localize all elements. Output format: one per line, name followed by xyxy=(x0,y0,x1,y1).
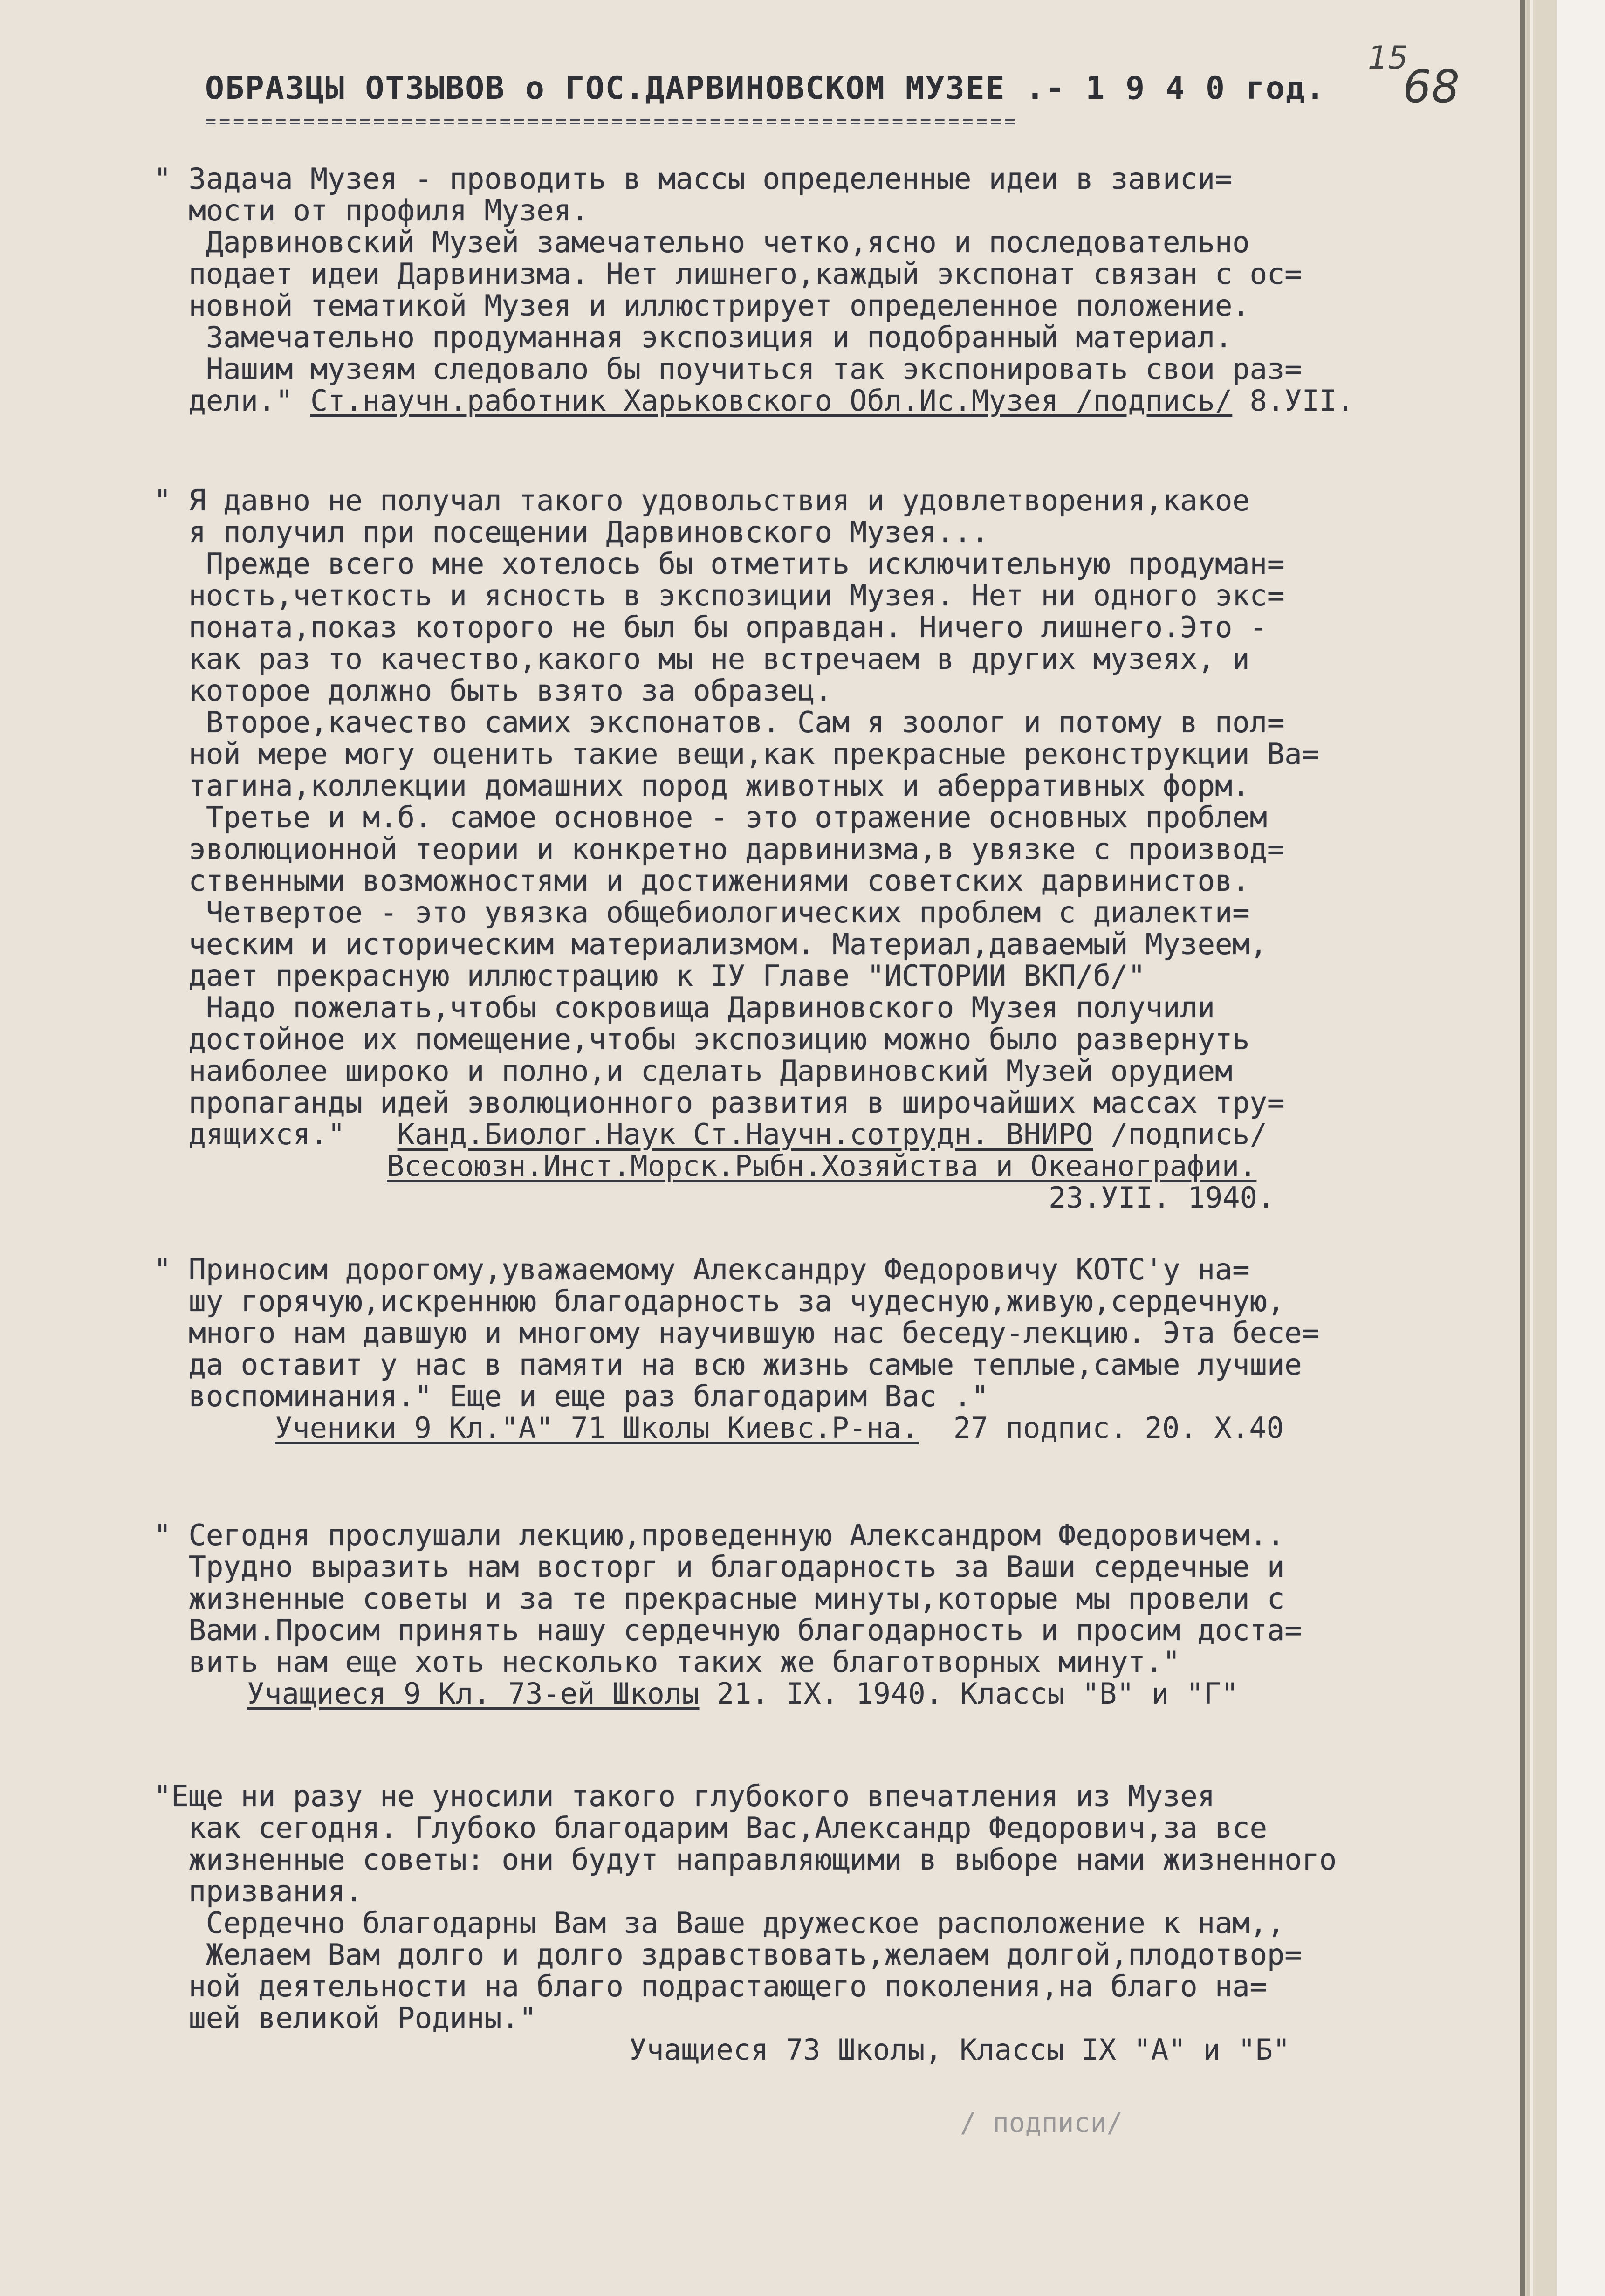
review-2 xyxy=(154,485,1529,1214)
review-line: " Приносим дорогому,уважаемому Александру Федоровичу КОТС'у на= xyxy=(154,1252,1250,1286)
signature-date: 27 подпис. 20. X.40 xyxy=(919,1411,1284,1445)
review-line: воспоминания." Еще и еще раз благодарим Вас ." xyxy=(154,1379,989,1413)
review-line: Дарвиновский Музей замечательно четко,ясно и последовательно xyxy=(154,225,1250,259)
title-rule: ========================================================== xyxy=(205,111,1018,132)
signature-author: Канд.Биолог.Наук Ст.Научн.сотрудн. ВНИРО xyxy=(397,1117,1093,1151)
signature-institution xyxy=(154,1150,1529,1182)
review-line: пропаганды идей эволюционного развития в широчайших массах тру= xyxy=(154,1086,1285,1120)
folio-number-large: 68 xyxy=(1403,61,1460,113)
review-line: Второе,качество самих экспонатов. Сам я зоолог и потому в пол= xyxy=(154,705,1285,739)
review-line: ной мере могу оценить такие вещи,как прекрасные реконструкции Ва= xyxy=(154,737,1319,771)
review-line: жизненные советы и за те прекрасные минуты,которые мы провели с xyxy=(154,1581,1285,1615)
review-line: наиболее широко и полно,и сделать Дарвиновский Музей орудием xyxy=(154,1054,1233,1088)
review-line: ственными возможностями и достижениями советских дарвинистов. xyxy=(154,864,1250,898)
review-line: Желаем Вам долго и долго здравствовать,желаем долгой,плодотвор= xyxy=(154,1938,1302,1972)
review-line: мости от профиля Музея. xyxy=(154,193,589,227)
review-line: много нам давшую и многому научившую нас беседу-лекцию. Эта бесе= xyxy=(154,1316,1319,1350)
review-line: шу горячую,искреннюю благодарность за чудесную,живую,сердечную, xyxy=(154,1284,1285,1318)
signature-prefix: дели." xyxy=(154,384,310,418)
review-4 xyxy=(154,1519,1529,1710)
review-line: Сердечно благодарны Вам за Ваше дружеское расположение к нам,, xyxy=(154,1906,1285,1940)
review-line: жизненные советы: они будут направляющими в выборе нами жизненного xyxy=(154,1842,1337,1877)
review-line: призвания. xyxy=(154,1874,363,1908)
review-3 xyxy=(154,1254,1529,1444)
review-line: как сегодня. Глубоко благодарим Вас,Александр Федорович,за все xyxy=(154,1811,1267,1845)
review-line: Четвертое - это увязка общебиологических проблем с диалекти= xyxy=(154,895,1250,929)
review-1 xyxy=(154,163,1529,417)
signature-date: 21. IX. 1940. Классы "В" и "Г" xyxy=(699,1677,1239,1711)
review-line: Вами.Просим принять нашу сердечную благодарность и просим доста= xyxy=(154,1613,1302,1647)
review-line: дает прекрасную иллюстрацию к IУ Главе "ИСТОРИИ ВКП/б/" xyxy=(154,959,1145,993)
signature-institution-text: Всесоюзн.Инст.Морск.Рыбн.Хозяйства и Океанографии. xyxy=(387,1149,1257,1183)
review-line: Прежде всего мне хотелось бы отметить исключительную продуман= xyxy=(154,547,1285,581)
review-line: новной тематикой Музея и иллюстрирует определенное положение. xyxy=(154,289,1250,323)
signature-author: Ученики 9 Кл."А" 71 Школы Киевс.Р-на. xyxy=(275,1411,919,1445)
review-line: Замечательно продуманная экспозиция и подобранный материал. xyxy=(154,320,1233,354)
review-signature xyxy=(154,1119,1529,1150)
review-5 xyxy=(154,1780,1529,2066)
review-line: эволюционной теории и конкретно дарвинизма,в увязке с производ= xyxy=(154,832,1285,866)
review-line: тагина,коллекции домашних пород животных и аберративных форм. xyxy=(154,769,1250,803)
review-closing: дящихся." xyxy=(154,1117,345,1151)
faint-bleedthrough-text: / подписи/ xyxy=(960,2107,1123,2138)
review-line: я получил при посещении Дарвиновского Музея... xyxy=(154,515,989,549)
review-line: ность,четкость и ясность в экспозиции Музея. Нет ни одного экс= xyxy=(154,578,1285,612)
review-line: ческим и историческим материализмом. Материал,даваемый Музеем, xyxy=(154,927,1267,961)
review-signature: Учащиеся 73 Школы, Классы IX "А" и "Б" xyxy=(629,2033,1290,2067)
signature-author: Ст.научн.работник Харьковского Обл.Ис.Музея /подпись/ xyxy=(310,384,1233,418)
signature-date: 8.УII. xyxy=(1232,384,1354,418)
review-line: да оставит у нас в памяти на всю жизнь самые теплые,самые лучшие xyxy=(154,1347,1302,1382)
review-signature xyxy=(154,1678,1529,1710)
review-line: " Задача Музея - проводить в массы определенные идеи в зависи= xyxy=(154,162,1233,196)
review-line: поната,показ которого не был бы оправдан. Ничего лишнего.Это - xyxy=(154,610,1267,644)
background-margin xyxy=(1557,0,1605,2296)
signature-author: Учащиеся 9 Кл. 73-ей Школы xyxy=(247,1677,700,1711)
review-line: Трудно выразить нам восторг и благодарность за Ваши сердечные и xyxy=(154,1550,1285,1584)
review-line: ной деятельности на благо подрастающего поколения,на благо на= xyxy=(154,1969,1267,2003)
signature-mark: /подпись/ xyxy=(1093,1117,1267,1151)
review-signature xyxy=(154,385,1529,417)
review-line: Надо пожелать,чтобы сокровища Дарвиновского Музея получили xyxy=(154,990,1215,1024)
review-line: " Я давно не получал такого удовольствия и удовлетворения,какое xyxy=(154,483,1250,517)
review-line: которое должно быть взято за образец. xyxy=(154,674,832,708)
review-line: вить нам еще хоть несколько таких же благотворных минут." xyxy=(154,1645,1180,1679)
review-line: достойное их помещение,чтобы экспозицию можно было развернуть xyxy=(154,1022,1250,1056)
review-signature xyxy=(154,1412,1529,1444)
document-title: ОБРАЗЦЫ ОТЗЫВОВ о ГОС.ДАРВИНОВСКОМ МУЗЕЕ .- 1 9 4 0 год. xyxy=(205,70,1326,107)
underlying-page-edge xyxy=(1533,0,1557,2296)
review-line: " Сегодня прослушали лекцию,проведенную Александром Федоровичем.. xyxy=(154,1518,1285,1552)
review-line: Нашим музеям следовало бы поучиться так экспонировать свои раз= xyxy=(154,352,1302,386)
review-line: Третье и м.б. самое основное - это отражение основных проблем xyxy=(154,800,1267,834)
review-line: шей великой Родины." xyxy=(154,2001,537,2035)
review-line: как раз то качество,какого мы не встречаем в других музеях, и xyxy=(154,642,1250,676)
folio-number-small: 15 xyxy=(1368,40,1408,76)
signature-date: 23.УII. 1940. xyxy=(1049,1181,1275,1215)
review-line: "Еще ни разу не уносили такого глубокого впечатления из Музея xyxy=(154,1779,1215,1813)
review-line: подает идеи Дарвинизма. Нет лишнего,каждый экспонат связан с ос= xyxy=(154,257,1302,291)
